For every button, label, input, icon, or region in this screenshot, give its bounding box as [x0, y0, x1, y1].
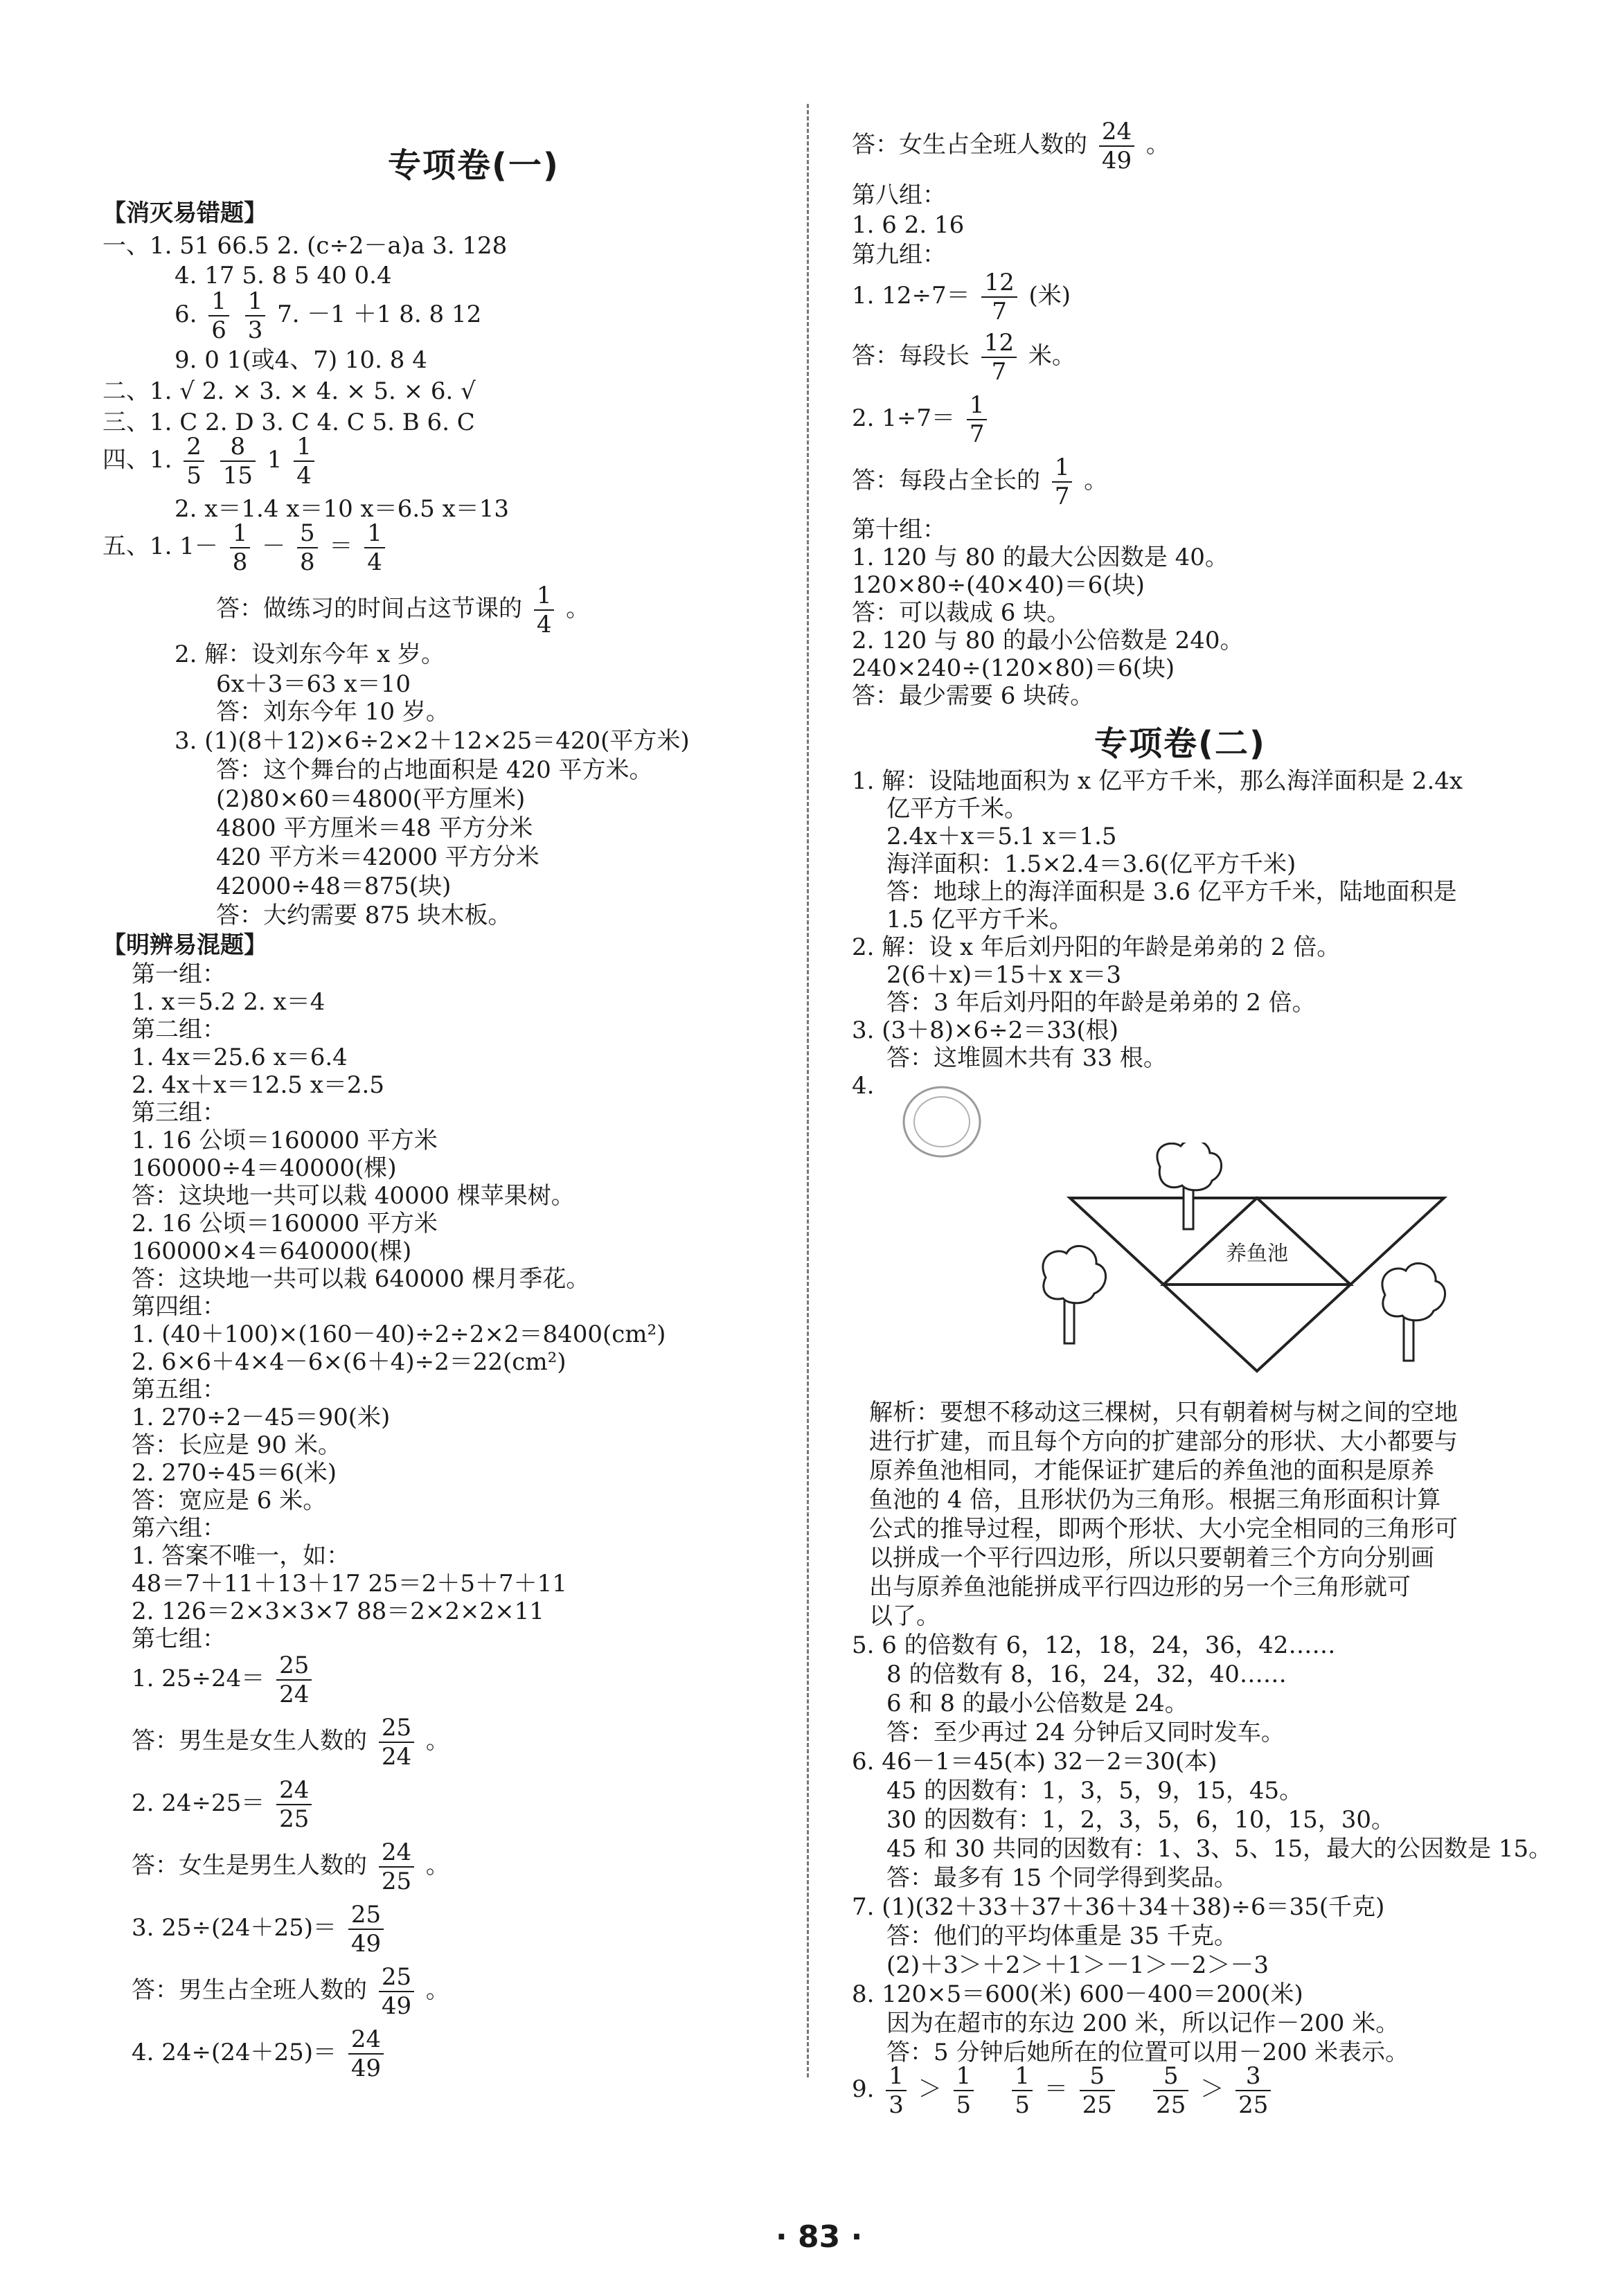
answer-line: 答：可以裁成 6 块。 — [852, 599, 1071, 627]
answer-line: 答：这个舞台的占地面积是 420 平方米。 — [216, 756, 653, 784]
answer-line: 1. 解：设陆地面积为 x 亿平方千米，那么海洋面积是 2.4x — [852, 767, 1463, 795]
answer-line: 答：这块地一共可以栽 640000 棵月季花。 — [132, 1265, 590, 1293]
answer-line: 8. 120×5＝600(米) 600－400＝200(米) — [852, 1980, 1303, 2008]
answer-line: 120×80÷(40×40)＝6(块) — [852, 571, 1145, 599]
answer-line: 42000÷48＝875(块) — [216, 873, 452, 900]
answer-line: 答：每段占全长的 $\frac{1}{7}$ 。 — [852, 454, 1108, 510]
group-label: 第一组： — [132, 960, 226, 988]
answer-line: 3. (1)(8＋12)×6÷2×2＋12×25＝420(平方米) — [175, 727, 690, 755]
answer-line: 240×240÷(120×80)＝6(块) — [852, 654, 1175, 682]
answer-line: 1. 4x＝25.6 x＝6.4 — [132, 1044, 348, 1071]
answer-line: 2. 4x＋x＝12.5 x＝2.5 — [132, 1071, 384, 1099]
explanation-line: 出与原养鱼池能拼成平行四边形的另一个三角形就可 — [869, 1573, 1411, 1601]
answer-line: 答：每段长 $\frac{12}{7}$ 米。 — [852, 329, 1076, 386]
answer-line: 答：女生占全班人数的 $\frac{24}{49}$ 。 — [852, 118, 1170, 175]
answer-line: 2.4x＋x＝5.1 x＝1.5 — [886, 823, 1117, 850]
answer-line: 一、1. 51 66.5 2. (c÷2－a)a 3. 128 — [102, 232, 508, 260]
tree-icon — [1157, 1143, 1222, 1229]
group-label: 第六组： — [132, 1514, 226, 1542]
answer-line: 2(6＋x)＝15＋x x＝3 — [886, 961, 1122, 989]
answer-line: 答：长应是 90 米。 — [132, 1431, 341, 1459]
page-number: · 83 · — [776, 2219, 863, 2255]
answer-line: 6 和 8 的最小公倍数是 24。 — [886, 1690, 1188, 1717]
tree-icon — [1382, 1263, 1445, 1361]
answer-line: 答：大约需要 875 块木板。 — [216, 902, 512, 929]
answer-line: 亿平方千米。 — [886, 795, 1028, 823]
answer-line: 30 的因数有：1，2，3，5，6，10，15，30。 — [886, 1806, 1395, 1834]
answer-line: 答：最多有 15 个同学得到奖品。 — [886, 1864, 1238, 1892]
answer-line: 因为在超市的东边 200 米，所以记作－200 米。 — [886, 2010, 1400, 2037]
explanation-line: 以拼成一个平行四边形，所以只要朝着三个方向分别画 — [869, 1544, 1434, 1572]
group-label: 第七组： — [132, 1625, 226, 1653]
answer-line: 1. (40＋100)×(160－40)÷2÷2×2＝8400(cm²) — [132, 1321, 666, 1348]
answer-line: 2. 126＝2×3×3×7 88＝2×2×2×11 — [132, 1598, 544, 1625]
answer-line: 2. 270÷45＝6(米) — [132, 1459, 337, 1487]
answer-line: 答：这堆圆木共有 33 根。 — [886, 1044, 1167, 1072]
answer-line: 4. 17 5. 8 5 40 0.4 — [175, 262, 392, 289]
answer-line: (2)80×60＝4800(平方厘米) — [216, 785, 526, 813]
answer-line: 答：他们的平均体重是 35 千克。 — [886, 1922, 1238, 1950]
answer-line: 答：男生是女生人数的 $\frac{25}{24}$ 。 — [132, 1714, 449, 1771]
answer-line: 160000÷4＝40000(棵) — [132, 1154, 397, 1182]
group-label: 第二组： — [132, 1016, 226, 1044]
answer-line: 5. 6 的倍数有 6，12，18，24，36，42…… — [852, 1631, 1336, 1659]
answer-line: 四、1. $\frac{2}{5}$ $\frac{8}{15}$ 1 $\frac{1}{4}$ — [102, 433, 319, 490]
answer-line: 海洋面积：1.5×2.4＝3.6(亿平方千米) — [886, 850, 1296, 878]
answer-line: 2. 6×6＋4×4－6×(6＋4)÷2＝22(cm²) — [132, 1348, 566, 1376]
explanation-line: 以了。 — [869, 1602, 940, 1630]
heading-error-prone: 【消灭易错题】 — [102, 199, 267, 227]
answer-line: 420 平方米＝42000 平方分米 — [216, 843, 539, 871]
explanation-line: 原养鱼池相同，才能保证扩建后的养鱼池的面积是原养 — [869, 1457, 1434, 1485]
answer-line: 4. 24÷(24＋25)＝ $\frac{24}{49}$ — [132, 2025, 388, 2082]
answer-line: 160000×4＝640000(棵) — [132, 1237, 412, 1265]
answer-line: 答：这块地一共可以栽 40000 棵苹果树。 — [132, 1182, 575, 1210]
answer-line: 二、1. √ 2. × 3. × 4. × 5. × 6. √ — [102, 377, 476, 405]
answer-line: 1. x＝5.2 2. x＝4 — [132, 988, 325, 1016]
answer-line: 五、1. 1－ $\frac{1}{8}$ － $\frac{5}{8}$ ＝ $\frac{1}{4}$ — [102, 519, 389, 576]
answer-line: 答：女生是男生人数的 $\frac{24}{25}$ 。 — [132, 1839, 449, 1895]
group-label: 第十组： — [852, 516, 946, 544]
answer-line: 1. 12÷7＝ $\frac{12}{7}$ (米) — [852, 269, 1071, 325]
answer-line: 4. — [852, 1072, 875, 1100]
answer-line: 答：至少再过 24 分钟后又同时发车。 — [886, 1719, 1285, 1746]
answer-line: 答：地球上的海洋面积是 3.6 亿平方千米，陆地面积是 — [886, 878, 1457, 906]
answer-line: 9. $\frac{1}{3}$ ＞ $\frac{1}{5}$ $\frac{1}{5}$ ＝ $\frac{5}{25}$ $\frac{5}{25}$ ＞ $\frac{3}{25}$ — [852, 2062, 1275, 2119]
column-divider — [807, 104, 809, 2077]
answer-line: 4800 平方厘米＝48 平方分米 — [216, 814, 533, 842]
pond-label: 养鱼池 — [1226, 1242, 1288, 1266]
answer-line: 1. 6 2. 16 — [852, 211, 965, 239]
answer-line: 2. 解：设刘东今年 x 岁。 — [175, 641, 445, 668]
answer-line: 2. 解：设 x 年后刘丹阳的年龄是弟弟的 2 倍。 — [852, 933, 1341, 961]
answer-line: 7. (1)(32＋33＋37＋36＋34＋38)÷6＝35(千克) — [852, 1893, 1385, 1921]
answer-line: 答：宽应是 6 米。 — [132, 1487, 327, 1514]
answer-line: 6. 46－1＝45(本) 32－2＝30(本) — [852, 1748, 1217, 1775]
answer-line: 答：最少需要 6 块砖。 — [852, 682, 1094, 710]
stamp-watermark-icon — [897, 1080, 987, 1163]
answer-line: 答：5 分钟后她所在的位置可以用－200 米表示。 — [886, 2039, 1409, 2066]
answer-line: 3. (3＋8)×6÷2＝33(根) — [852, 1017, 1119, 1044]
answer-line: 1. 答案不唯一，如： — [132, 1542, 350, 1570]
answer-line: 答：做练习的时间占这节课的 $\frac{1}{4}$ 。 — [216, 582, 590, 638]
group-label: 第八组： — [852, 181, 946, 209]
explanation-line: 公式的推导过程，即两个形状、大小完全相同的三角形可 — [869, 1515, 1458, 1543]
answer-line: (2)＋3＞＋2＞＋1＞－1＞－2＞－3 — [886, 1951, 1269, 1979]
group-label: 第三组： — [132, 1099, 226, 1127]
answer-line: 48＝7＋11＋13＋17 25＝2＋5＋7＋11 — [132, 1570, 567, 1598]
explanation-line: 解析：要想不移动这三棵树，只有朝着树与树之间的空地 — [869, 1399, 1458, 1426]
answer-line: 45 的因数有：1，3，5，9，15，45。 — [886, 1777, 1303, 1805]
explanation-line: 进行扩建，而且每个方向的扩建部分的形状、大小都要与 — [869, 1428, 1458, 1456]
group-label: 第四组： — [132, 1293, 226, 1321]
answer-line: 答：男生占全班人数的 $\frac{25}{49}$ 。 — [132, 1963, 449, 2020]
answer-line: 2. 24÷25＝ $\frac{24}{25}$ — [132, 1776, 316, 1833]
answer-line: 1. 25÷24＝ $\frac{25}{24}$ — [132, 1652, 316, 1708]
explanation-line: 鱼池的 4 倍，且形状仍为三角形。根据三角形面积计算 — [869, 1486, 1441, 1514]
heading-confusable: 【明辨易混题】 — [102, 931, 267, 959]
answer-line: 9. 0 1(或4、7) 10. 8 4 — [175, 346, 427, 374]
group-label: 第五组： — [132, 1376, 226, 1404]
group-label: 第九组： — [852, 241, 946, 269]
answer-line: 答：3 年后刘丹阳的年龄是弟弟的 2 倍。 — [886, 989, 1316, 1017]
answer-line: 45 和 30 共同的因数有：1、3、5、15，最大的公因数是 15。 — [886, 1835, 1553, 1863]
answer-line: 3. 25÷(24＋25)＝ $\frac{25}{49}$ — [132, 1901, 388, 1958]
answer-line: 2. 1÷7＝ $\frac{1}{7}$ — [852, 391, 991, 448]
tree-icon — [1043, 1246, 1106, 1343]
answer-line: 6x＋3＝63 x＝10 — [216, 670, 411, 698]
answer-line: 三、1. C 2. D 3. C 4. C 5. B 6. C — [102, 409, 475, 436]
answer-line: 8 的倍数有 8，16，24，32，40…… — [886, 1661, 1287, 1688]
answer-line: 1. 120 与 80 的最大公因数是 40。 — [852, 544, 1229, 571]
answer-line: 1. 16 公顷＝160000 平方米 — [132, 1127, 438, 1154]
answer-line: 1.5 亿平方千米。 — [886, 906, 1073, 933]
fishpond-diagram — [1021, 1143, 1520, 1385]
answer-line: 6. $\frac{1}{6}$ $\frac{1}{3}$ 7. －1 ＋1 8. 8 12 — [175, 287, 482, 344]
answer-line: 答：刘东今年 10 岁。 — [216, 698, 449, 726]
answer-line: 2. x＝1.4 x＝10 x＝6.5 x＝13 — [175, 495, 510, 523]
answer-line: 1. 270÷2－45＝90(米) — [132, 1404, 391, 1431]
answer-line: 2. 120 与 80 的最小公倍数是 240。 — [852, 627, 1244, 654]
section-title-1: 专项卷(一) — [388, 146, 560, 185]
answer-line: 2. 16 公顷＝160000 平方米 — [132, 1210, 438, 1237]
section-title-2: 专项卷(二) — [1094, 724, 1266, 763]
